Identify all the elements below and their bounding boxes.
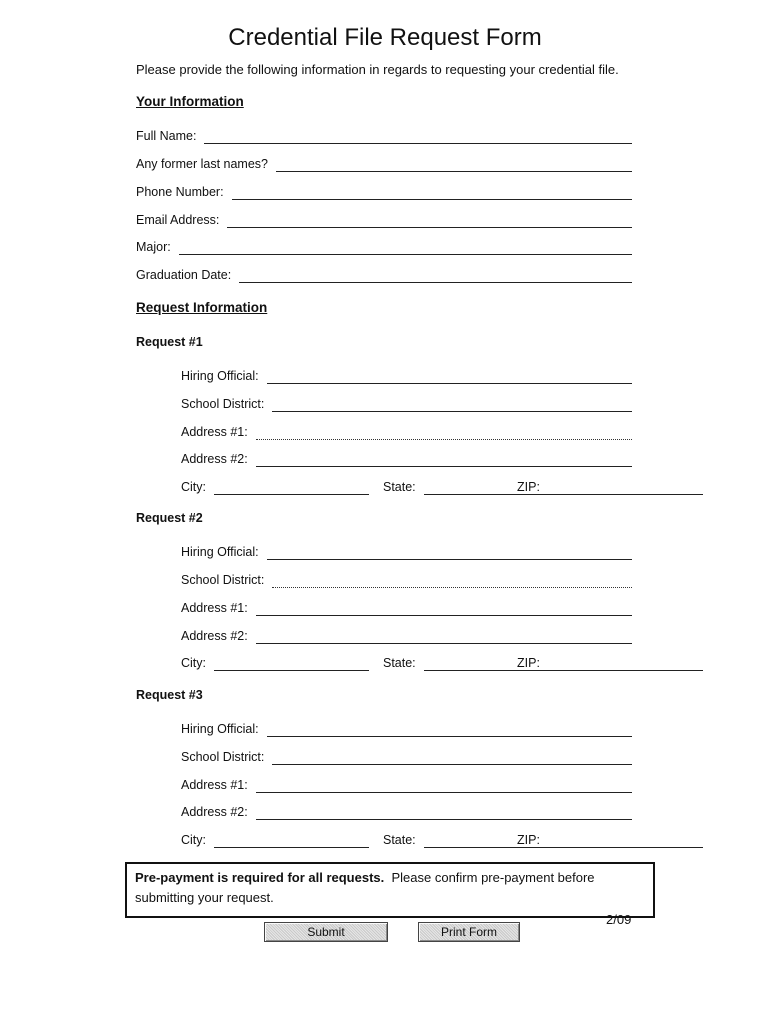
print-form-button[interactable]: Print Form <box>418 922 520 942</box>
request-1-district-row <box>181 394 632 412</box>
request-1-state-row <box>383 477 503 495</box>
request-2-zip-row <box>517 653 632 671</box>
phone-label: Phone Number: <box>136 185 224 199</box>
major-row <box>136 237 632 255</box>
state-label: State: <box>383 833 416 847</box>
request-3-school-district-input[interactable] <box>272 751 632 765</box>
full-name-input[interactable] <box>204 130 632 144</box>
form-intro: Please provide the following information in regards to requesting your credential file. <box>136 62 619 77</box>
request-2-hiring-official-input[interactable] <box>267 546 632 560</box>
email-label: Email Address: <box>136 213 220 227</box>
zip-label: ZIP: <box>517 480 540 494</box>
hiring-official-label: Hiring Official: <box>181 722 259 736</box>
request-2-district-row <box>181 570 632 588</box>
request-2-state-row <box>383 653 503 671</box>
submit-button[interactable]: Submit <box>264 922 388 942</box>
request-1-school-district-input[interactable] <box>272 398 632 412</box>
request-3-zip-input[interactable] <box>548 834 703 848</box>
phone-input[interactable] <box>232 186 632 200</box>
zip-label: ZIP: <box>517 656 540 670</box>
request-2-city-input[interactable] <box>214 657 369 671</box>
full-name-label: Full Name: <box>136 129 197 143</box>
request-1-address-2-input[interactable] <box>256 453 632 467</box>
request-3-zip-row <box>517 830 632 848</box>
full-name-row <box>136 126 632 144</box>
request-1-address1-row <box>181 422 632 440</box>
request-3-address-2-input[interactable] <box>256 806 632 820</box>
request-3-city-row <box>181 830 368 848</box>
major-label: Major: <box>136 240 171 254</box>
request-3-address1-row <box>181 775 632 793</box>
request-1-address-1-input[interactable] <box>256 426 632 440</box>
city-label: City: <box>181 656 206 670</box>
zip-label: ZIP: <box>517 833 540 847</box>
request-1-city-row <box>181 477 368 495</box>
request-1-heading: Request #1 <box>136 335 203 349</box>
request-3-district-row <box>181 747 632 765</box>
request-2-address-2-input[interactable] <box>256 630 632 644</box>
hiring-official-label: Hiring Official: <box>181 545 259 559</box>
request-2-heading: Request #2 <box>136 511 203 525</box>
address-1-label: Address #1: <box>181 778 248 792</box>
request-3-heading: Request #3 <box>136 688 203 702</box>
address-1-label: Address #1: <box>181 601 248 615</box>
request-2-address2-row <box>181 626 632 644</box>
request-3-hiring-official-input[interactable] <box>267 723 632 737</box>
request-3-hiring-row <box>181 719 632 737</box>
request-2-school-district-input[interactable] <box>272 574 632 588</box>
graduation-row <box>136 265 632 283</box>
address-2-label: Address #2: <box>181 452 248 466</box>
request-2-address-1-input[interactable] <box>256 602 632 616</box>
request-3-city-input[interactable] <box>214 834 369 848</box>
graduation-input[interactable] <box>239 269 632 283</box>
request-1-zip-input[interactable] <box>548 481 703 495</box>
request-1-hiring-official-input[interactable] <box>267 370 632 384</box>
address-2-label: Address #2: <box>181 805 248 819</box>
prepayment-notice-bold: Pre-payment is required for all requests. <box>135 870 385 885</box>
school-district-label: School District: <box>181 750 265 764</box>
email-row <box>136 210 632 228</box>
request-2-address1-row <box>181 598 632 616</box>
request-2-hiring-row <box>181 542 632 560</box>
former-names-row <box>136 154 632 172</box>
request-1-address2-row <box>181 449 632 467</box>
request-3-state-row <box>383 830 503 848</box>
former-names-label: Any former last names? <box>136 157 268 171</box>
address-2-label: Address #2: <box>181 629 248 643</box>
request-2-city-row <box>181 653 368 671</box>
school-district-label: School District: <box>181 397 265 411</box>
email-input[interactable] <box>227 214 632 228</box>
school-district-label: School District: <box>181 573 265 587</box>
hiring-official-label: Hiring Official: <box>181 369 259 383</box>
city-label: City: <box>181 833 206 847</box>
state-label: State: <box>383 656 416 670</box>
state-label: State: <box>383 480 416 494</box>
prepayment-notice <box>125 862 655 918</box>
major-input[interactable] <box>179 241 632 255</box>
request-1-city-input[interactable] <box>214 481 369 495</box>
address-1-label: Address #1: <box>181 425 248 439</box>
city-label: City: <box>181 480 206 494</box>
request-3-address2-row <box>181 802 632 820</box>
prepayment-notice-text: Please confirm pre-payment before submitting your request. <box>135 870 595 905</box>
graduation-label: Graduation Date: <box>136 268 232 282</box>
request-2-zip-input[interactable] <box>548 657 703 671</box>
phone-row <box>136 182 632 200</box>
request-information-heading: Request Information <box>136 300 268 315</box>
request-1-zip-row <box>517 477 632 495</box>
revision-date: 2/09 <box>606 912 632 927</box>
request-3-address-1-input[interactable] <box>256 779 632 793</box>
your-information-heading: Your Information <box>136 94 244 109</box>
request-1-hiring-row <box>181 366 632 384</box>
former-names-input[interactable] <box>276 158 632 172</box>
form-title: Credential File Request Form <box>228 24 542 51</box>
